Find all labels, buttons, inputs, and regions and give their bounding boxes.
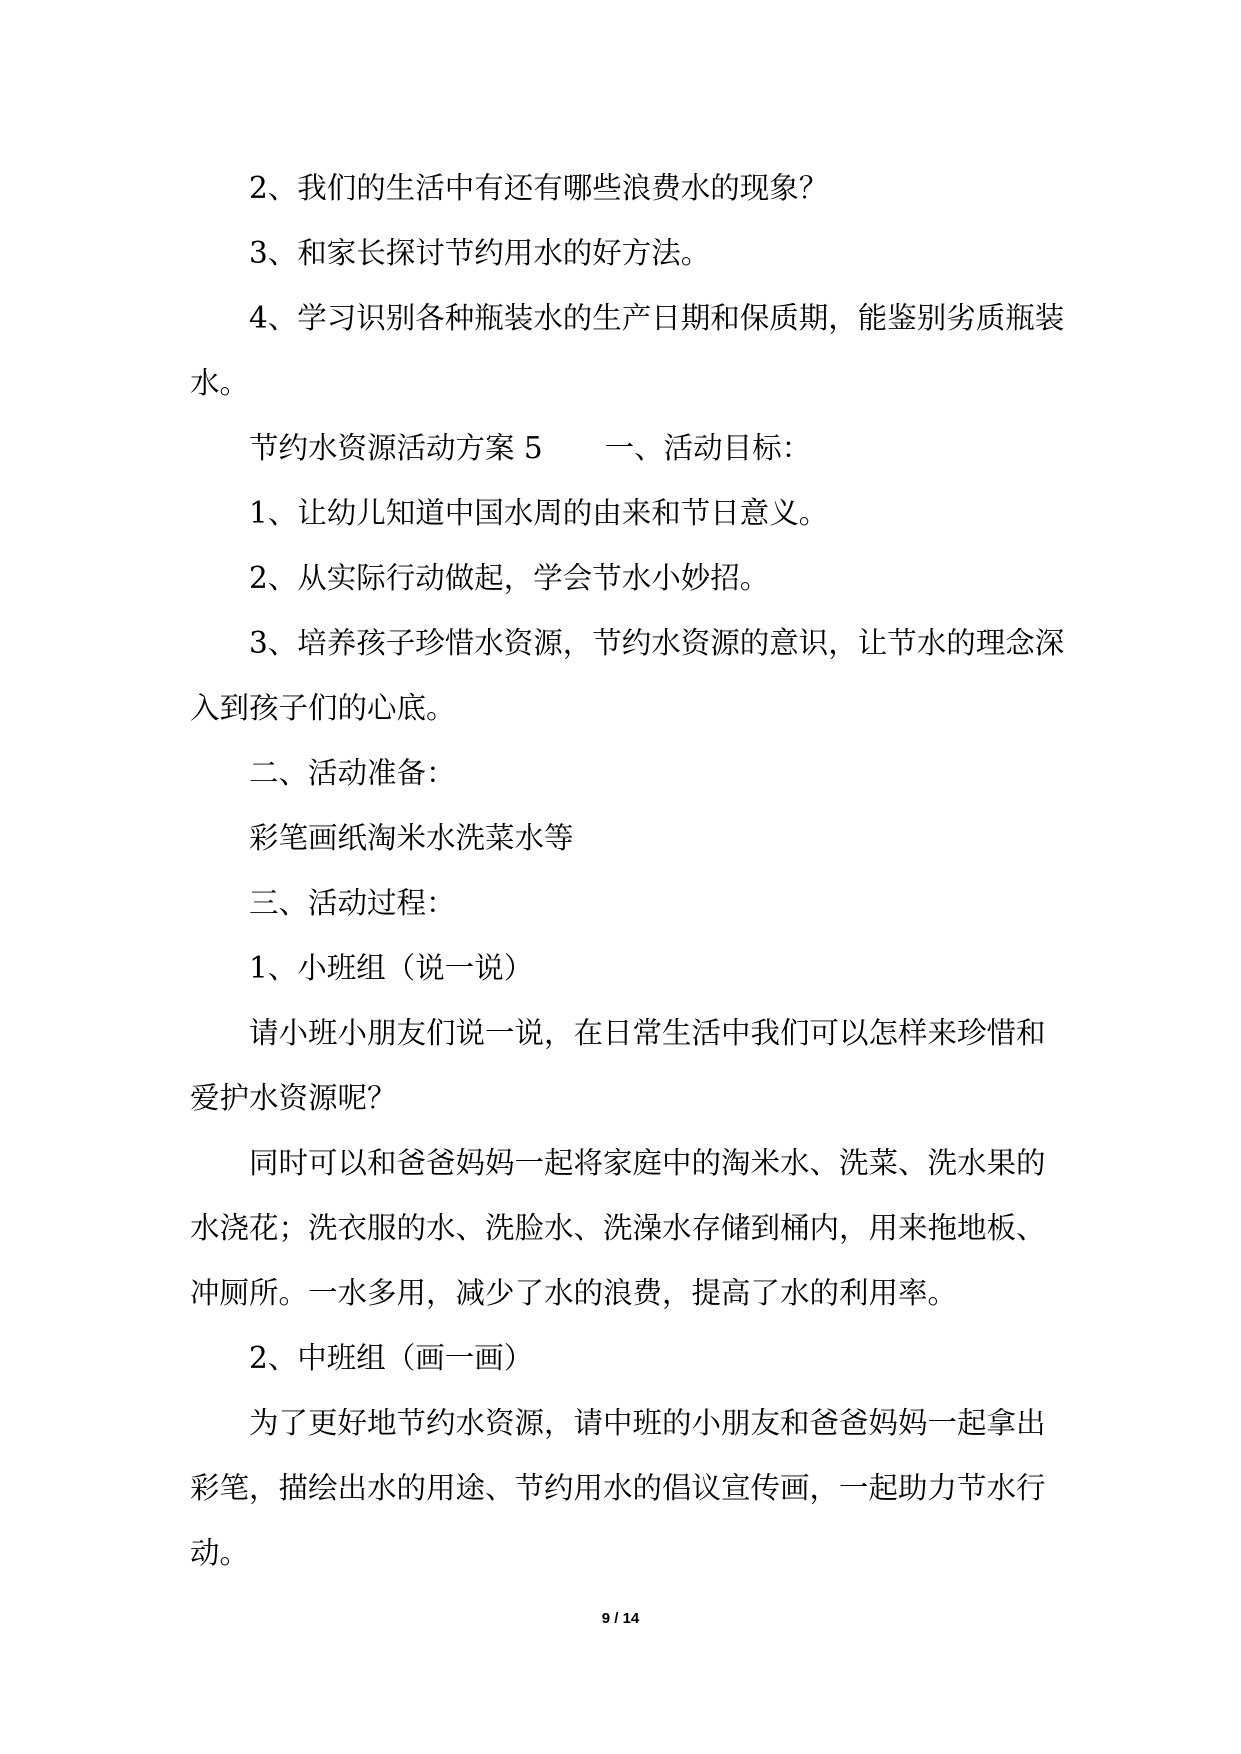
goal-item-2: 2、从实际行动做起，学会节水小妙招。 [249, 561, 770, 595]
paragraph-discuss-methods: 3、和家长探讨节约用水的好方法。 [249, 236, 711, 270]
process-heading: 三、活动过程： [249, 886, 456, 920]
goal-item-1: 1、让幼儿知道中国水周的由来和节日意义。 [249, 496, 829, 530]
middle-class-activity: 为了更好地节约水资源，请中班的小朋友和爸爸妈妈一起拿出彩笔，描绘出水的用途、节约用水的倡议宣传画，一起助力节水行动。 [190, 1406, 1046, 1570]
preparation-materials: 彩笔画纸淘米水洗菜水等 [249, 821, 574, 855]
small-class-heading: 1、小班组（说一说） [249, 951, 534, 985]
plan-title: 节约水资源活动方案 5 [249, 431, 543, 465]
middle-class-heading: 2、中班组（画一画） [249, 1341, 534, 1375]
small-class-prompt: 请小班小朋友们说一说，在日常生活中我们可以怎样来珍惜和爱护水资源呢？ [190, 1016, 1046, 1115]
paragraph-bottled-water: 4、学习识别各种瓶装水的生产日期和保质期，能鉴别劣质瓶装水。 [190, 301, 1065, 400]
paragraph-question-waste: 2、我们的生活中有还有哪些浪费水的现象？ [249, 171, 829, 205]
section-heading-line [190, 416, 1070, 481]
goal-item-3: 3、培养孩子珍惜水资源，节约水资源的意识，让节水的理念深入到孩子们的心底。 [190, 626, 1065, 725]
preparation-heading: 二、活动准备： [249, 756, 456, 790]
goals-heading: 一、活动目标： [604, 431, 812, 465]
small-class-activity: 同时可以和爸爸妈妈一起将家庭中的淘米水、洗菜、洗水果的水浇花；洗衣服的水、洗脸水、洗澡水存储到桶内，用来拖地板、冲厕所。一水多用，减少了水的浪费，提高了水的利用率。 [190, 1146, 1046, 1310]
document-body [190, 156, 1070, 1586]
page-number: 9 / 14 [601, 1610, 640, 1627]
